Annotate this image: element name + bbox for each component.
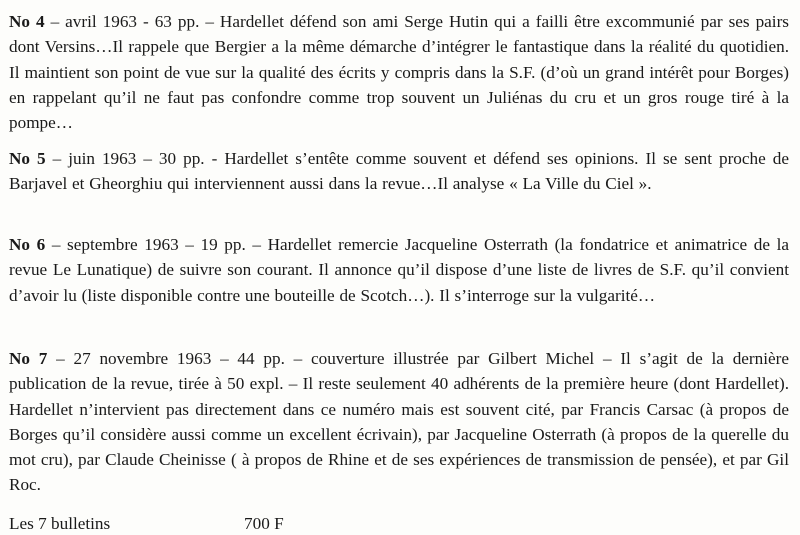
entry-no-4	[9, 9, 789, 135]
price-summary	[9, 513, 789, 535]
entry-text: – 27 novembre 1963 – 44 pp. – couverture illustrée par Gilbert Michel – Il s’agit de la dernière publication de la revue, tirée à 50 expl. – Il reste seulement 40 adhérents de la première heure (dont Hardellet). Hardellet n’intervient pas directement dans ce numéro mais est souvent cité, par Francis Carsac (à propos de Borges qu’il considère aussi comme un excellent écrivain), par Jacqueline Osterrath (à propos de la querelle du mot cru), par Claude Cheinisse ( à propos de Rhine et de ses expériences de transmission de pensée), et par Gil Roc.	[9, 349, 789, 495]
entry-text: – septembre 1963 – 19 pp. – Hardellet remercie Jacqueline Osterrath (la fondatrice et animatrice de la revue Le Lunatique) de suivre son courant. Il annonce qu’il dispose d’une liste de livres de S.F. qu’il convient d’avoir lu (liste disponible contre une bouteille de Scotch…). Il s’interroge sur la vulgarité…	[9, 235, 789, 305]
entry-no-7	[9, 346, 789, 498]
entry-text: – avril 1963 - 63 pp. – Hardellet défend son ami Serge Hutin qui a failli être excommunié par ses pairs dont Versins…Il rappele que Bergier a la même démarche d’intégrer le fantastique dans la réalité du quotidien. Il maintient son point de vue sur la qualité des écrits y compris dans la S.F. (d’où un grand intérêt pour Borges) en rappelant qu’il ne faut pas confondre comme trop souvent un Juliénas du cru et un gros rouge tiré à la pompe…	[9, 12, 789, 133]
entry-text: – juin 1963 – 30 pp. - Hardellet s’entête comme souvent et défend ses opinions. Il se sent proche de Barjavel et Gheorghiu qui interviennent aussi dans la revue…Il analyse « La Ville du Ciel ».	[9, 149, 789, 194]
entry-number: No 6	[9, 235, 46, 254]
entry-no-6	[9, 232, 789, 308]
entry-number: No 5	[9, 149, 46, 168]
entry-no-5	[9, 146, 789, 197]
summary-label: Les 7 bulletins	[9, 514, 111, 533]
summary-price: 700 F	[244, 514, 284, 533]
entry-number: No 4	[9, 12, 45, 31]
entry-number: No 7	[9, 349, 48, 368]
